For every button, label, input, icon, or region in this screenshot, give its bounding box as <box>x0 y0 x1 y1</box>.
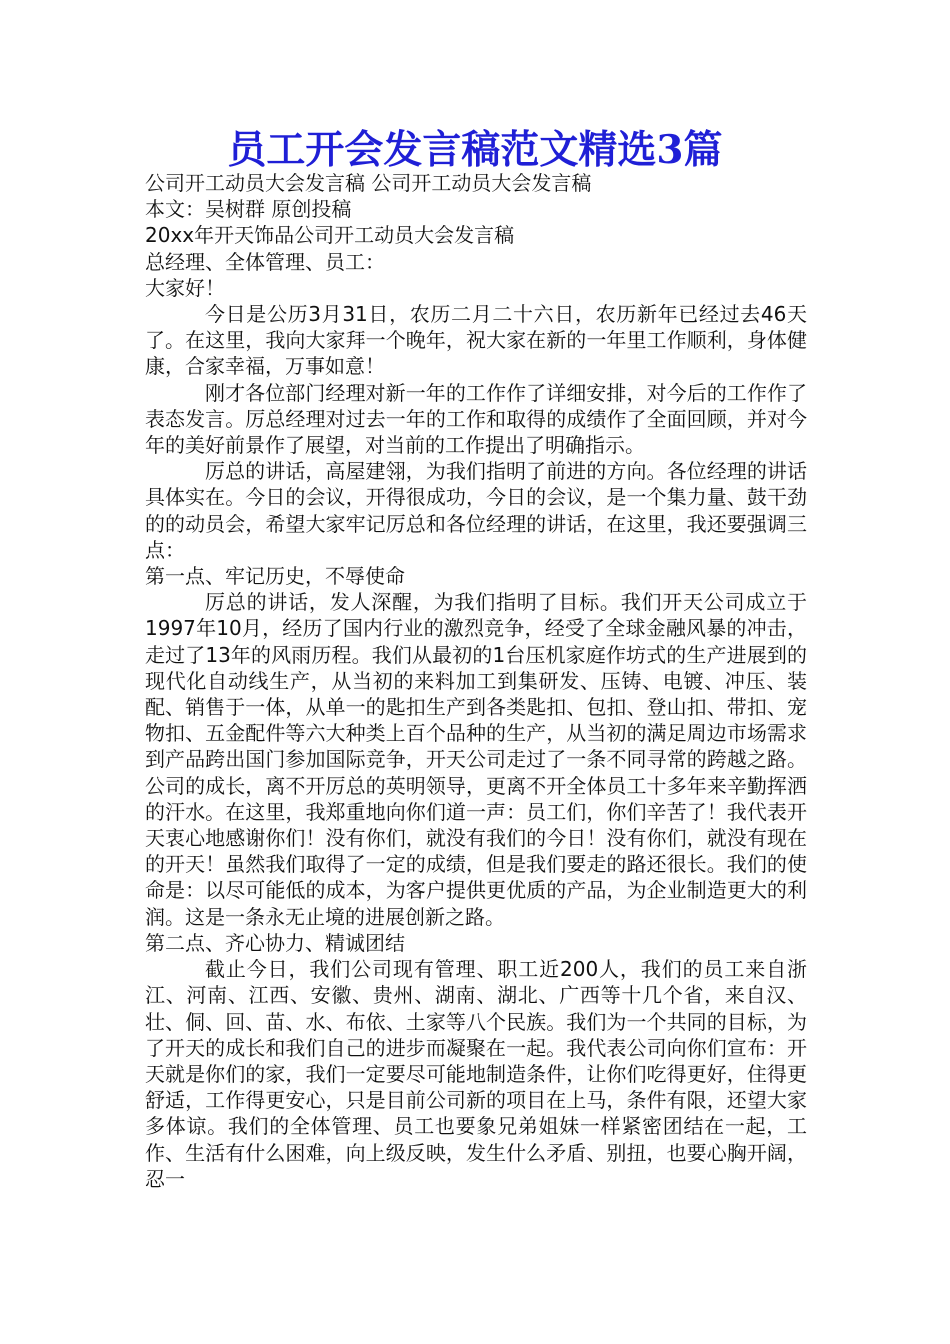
point-1-heading: 第一点、牢记历史，不辱使命 <box>145 564 405 589</box>
paragraph-review: 刚才各位部门经理对新一年的工作作了详细安排，对今后的工作作了表态发言。厉总经理对过去一年的工作和取得的成绩作了全面回顾，并对今年的美好前景作了展望，对当前的工作提出了明确指示。 <box>145 380 807 458</box>
document-heading: 20xx年开天饰品公司开工动员大会发言稿 <box>145 223 515 248</box>
document-title: 员工开会发言稿范文精选3篇 <box>227 127 723 173</box>
subtitle-line: 公司开工动员大会发言稿 公司开工动员大会发言稿 <box>145 171 592 195</box>
paragraph-emphasis: 厉总的讲话，高屋建翎，为我们指明了前进的方向。各位经理的讲话具体实在。今日的会议，开得很成功，今日的会议，是一个集力量、鼓干劲的的动员会，希望大家牢记厉总和各位经理的讲话，在这里，我还要强调三点： <box>145 459 807 562</box>
paragraph-unity: 截止今日，我们公司现有管理、职工近200人，我们的员工来自浙江、河南、江西、安徽、贵州、湖南、湖北、广西等十几个省，来自汉、壮、侗、回、苗、水、布依、土家等八个民族。我们为一个共同的目标，为了开天的成长和我们自己的进步而凝聚在一起。我代表公司向你们宣布：开天就是你们的家，我们一定要尽可能地制造条件，让你们吃得更好，住得更舒适，工作得更安心，只是目前公司新的项目在上马，条件有限，还望大家多体谅。我们的全体管理、员工也要象兄弟姐妹一样紧密团结在一起，工作、生活有什么困难，向上级反映，发生什么矛盾、别扭，也要心胸开阔，忍一 <box>145 957 807 1191</box>
salutation-recipients: 总经理、全体管理、员工： <box>145 249 385 274</box>
paragraph-opening: 今日是公历3月31日，农历二月二十六日，农历新年已经过去46天了。在这里，我向大家拜一个晚年，祝大家在新的一年里工作顺利，身体健康，合家幸福，万事如意！ <box>145 302 807 379</box>
point-2-heading: 第二点、齐心协力、精诚团结 <box>145 930 405 955</box>
author-line: 本文：吴树群 原创投稿 <box>145 197 352 222</box>
document-body <box>145 170 807 1192</box>
paragraph-history: 厉总的讲话，发人深醒，为我们指明了目标。我们开天公司成立于1997年10月，经历了国内行业的激烈竞争，经受了全球金融风暴的冲击，走过了13年的风雨历程。我们从最初的1台压机家庭作坊式的生产进展到的现代化自动线生产，从当初的来料加工到集研发、压铸、电镀、冲压、装配、销售于一体，从单一的匙扣生产到各类匙扣、包扣、登山扣、带扣、宠物扣、五金配件等六大种类上百个品种的生产，从当初的满足周边市场需求到产品跨出国门参加国际竞争，开天公司走过了一条不同寻常的跨越之路。公司的成长，离不开厉总的英明领导，更离不开全体员工十多年来辛勤挥洒的汗水。在这里，我郑重地向你们道一声：员工们，你们辛苦了！我代表开天衷心地感谢你们！没有你们，就没有我们的今日！没有你们，就没有现在的开天！虽然我们取得了一定的成绩，但是我们要走的路还很长。我们的使命是：以尽可能低的成本，为客户提供更优质的产品，为企业制造更大的利润。这是一条永无止境的进展创新之路。 <box>145 590 807 929</box>
greeting: 大家好！ <box>145 275 225 300</box>
